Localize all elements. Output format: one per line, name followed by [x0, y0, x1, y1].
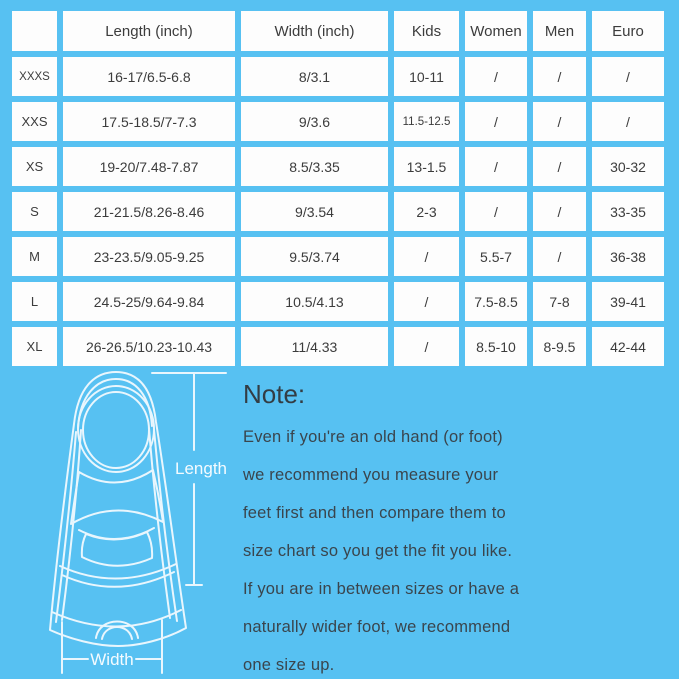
width-cell: 11/4.33: [241, 327, 388, 366]
euro-cell: /: [592, 102, 664, 141]
width-cell: 9/3.54: [241, 192, 388, 231]
table-row-s: [12, 192, 664, 231]
length-cell: 16-17/6.5-6.8: [63, 57, 235, 96]
note-line: feet first and then compare them to: [243, 504, 506, 522]
fin-rail-right-inner: [149, 428, 170, 618]
size-chart-table: [6, 5, 670, 372]
length-cell: 26-26.5/10.23-10.43: [63, 327, 235, 366]
length-cell: 19-20/7.48-7.87: [63, 147, 235, 186]
fin-outline: [50, 372, 186, 646]
note-title: Note:: [243, 379, 306, 409]
length-cell: 24.5-25/9.64-9.84: [63, 282, 235, 321]
note-line: one size up.: [243, 656, 335, 674]
women-cell: /: [465, 57, 527, 96]
kids-cell: /: [394, 282, 459, 321]
header-cell-length: Length (inch): [63, 11, 235, 51]
header-cell-width: Width (inch): [241, 11, 388, 51]
header-cell-kids: Kids: [394, 11, 459, 51]
table-row-m: [12, 237, 664, 276]
fin-strap: [71, 470, 163, 524]
width-label: Width: [90, 650, 134, 669]
table-row-xs: [12, 147, 664, 186]
fin-opening-outer: [78, 386, 154, 472]
size-label: L: [12, 282, 57, 321]
width-cell: 8.5/3.35: [241, 147, 388, 186]
note-line: naturally wider foot, we recommend: [243, 618, 511, 636]
women-cell: 8.5-10: [465, 327, 527, 366]
men-cell: 8-9.5: [533, 327, 586, 366]
note-line: If you are in between sizes or have a: [243, 580, 520, 598]
men-cell: /: [533, 147, 586, 186]
header-cell-euro: Euro: [592, 11, 664, 51]
note-section: [243, 378, 613, 679]
length-label: Length: [175, 459, 227, 478]
table-row-xxxs: [12, 57, 664, 96]
header-cell-empty: [12, 11, 57, 51]
length-cell: 23-23.5/9.05-9.25: [63, 237, 235, 276]
euro-cell: 30-32: [592, 147, 664, 186]
width-cell: 8/3.1: [241, 57, 388, 96]
kids-cell: /: [394, 237, 459, 276]
table-row-xl: [12, 327, 664, 366]
women-cell: /: [465, 147, 527, 186]
euro-cell: /: [592, 57, 664, 96]
fin-heel-cup: [82, 532, 152, 566]
table-row-xxs: [12, 102, 664, 141]
euro-cell: 36-38: [592, 237, 664, 276]
size-label: XXXS: [12, 57, 57, 96]
men-cell: /: [533, 237, 586, 276]
euro-cell: 39-41: [592, 282, 664, 321]
size-label: M: [12, 237, 57, 276]
women-cell: 7.5-8.5: [465, 282, 527, 321]
width-cell: 10.5/4.13: [241, 282, 388, 321]
men-cell: 7-8: [533, 282, 586, 321]
note-line: we recommend you measure your: [243, 466, 499, 484]
table-row-l: [12, 282, 664, 321]
header-cell-women: Women: [465, 11, 527, 51]
women-cell: /: [465, 102, 527, 141]
fin-measurement-diagram: [16, 366, 231, 679]
men-cell: /: [533, 57, 586, 96]
header-cell-men: Men: [533, 11, 586, 51]
size-label: S: [12, 192, 57, 231]
swim-fin-icon: [16, 366, 231, 679]
euro-cell: 33-35: [592, 192, 664, 231]
kids-cell: 10-11: [394, 57, 459, 96]
men-cell: /: [533, 102, 586, 141]
width-cell: 9.5/3.74: [241, 237, 388, 276]
table-header-row: [12, 11, 664, 51]
length-cell: 21-21.5/8.26-8.46: [63, 192, 235, 231]
note-line: size chart so you get the fit you like.: [243, 542, 513, 560]
men-cell: /: [533, 192, 586, 231]
kids-cell: 11.5-12.5: [394, 102, 459, 141]
women-cell: 5.5-7: [465, 237, 527, 276]
women-cell: /: [465, 192, 527, 231]
kids-cell: 2-3: [394, 192, 459, 231]
kids-cell: /: [394, 327, 459, 366]
fin-rail-left-inner: [62, 430, 81, 620]
kids-cell: 13-1.5: [394, 147, 459, 186]
fin-heel-tab-inner: [102, 627, 132, 639]
size-label: XXS: [12, 102, 57, 141]
fin-opening-inner: [83, 392, 149, 468]
width-cell: 9/3.6: [241, 102, 388, 141]
note-line: Even if you're an old hand (or foot): [243, 428, 503, 446]
length-cell: 17.5-18.5/7-7.3: [63, 102, 235, 141]
size-label: XS: [12, 147, 57, 186]
size-label: XL: [12, 327, 57, 366]
euro-cell: 42-44: [592, 327, 664, 366]
